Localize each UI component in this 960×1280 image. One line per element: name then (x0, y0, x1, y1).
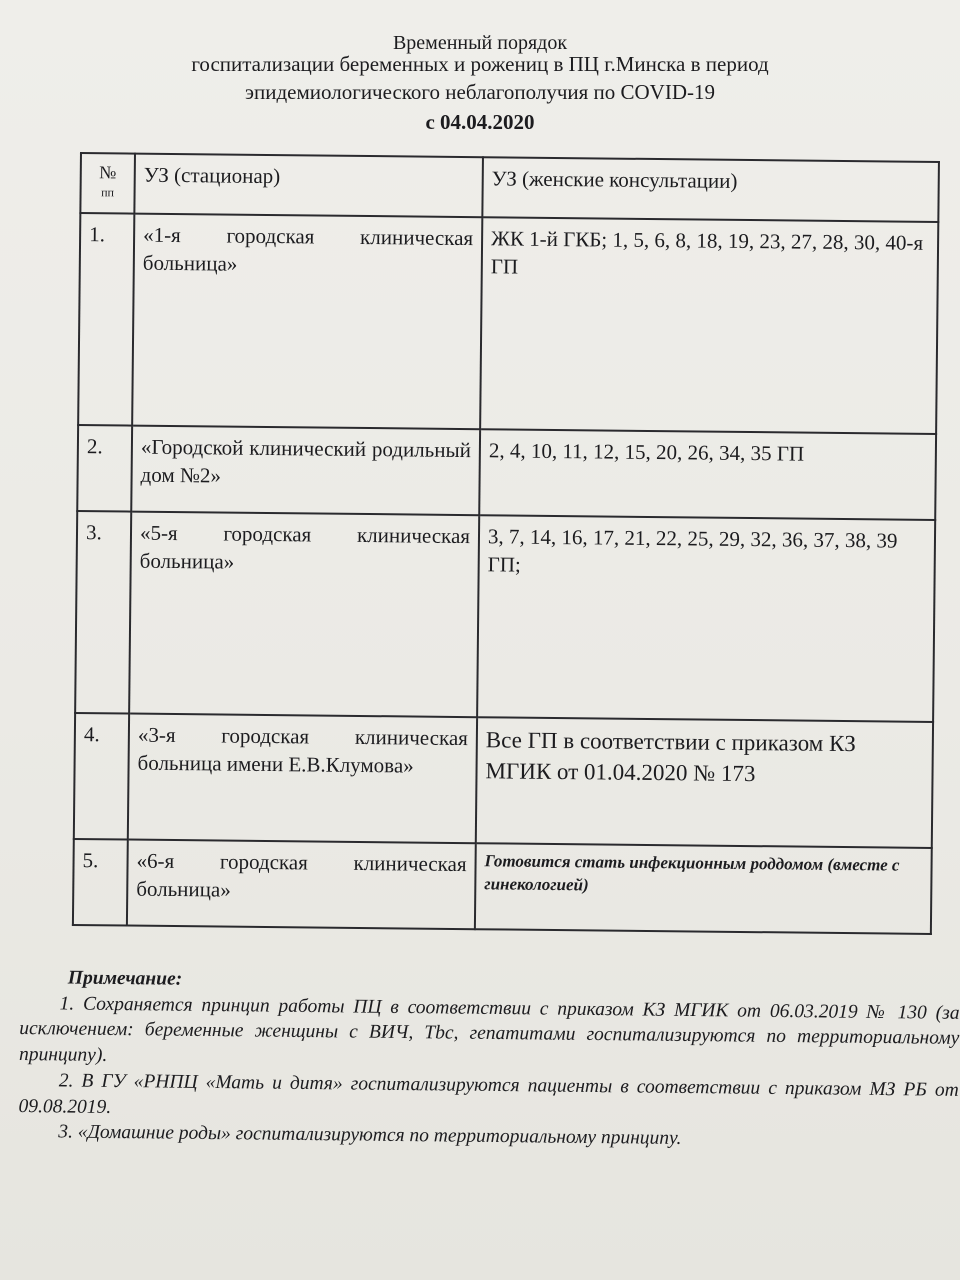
row-number: 2. (77, 425, 132, 512)
notes-heading: Примечание: (67, 967, 183, 990)
row-number: 4. (74, 713, 129, 840)
row-hospital: «Городской клинический родильный дом №2» (131, 426, 480, 516)
row-number: 3. (75, 511, 131, 714)
row-hospital: «3-я городская клиническая больница имени Е.В.Клумова» (128, 714, 477, 844)
header-number-sign: № (99, 162, 117, 183)
title-date: с 04.04.2020 (425, 110, 535, 134)
note-item: 1. Сохраняется принцип работы ПЦ в соответствии с приказом КЗ МГИК от 06.03.2019 № 130 (за исключением: беременные женщины с ВИЧ, Tbc, гепатитами госпитализируются по территориальному принципу). (18, 993, 960, 1067)
note-item: 2. В ГУ «РНПЦ «Мать и дитя» госпитализируются пациенты в соответствии с приказом МЗ РБ от 09.08.2019. (18, 1070, 959, 1118)
table-row (77, 425, 936, 520)
row-hospital: «1-я городская клиническая больница» (132, 214, 482, 430)
header-number-pp: пп (101, 185, 115, 200)
header-clinics: УЗ (женские консультации) (482, 157, 939, 222)
table-header-row (80, 153, 939, 222)
note-item: 3. «Домашние роды» госпитализируются по территориальному принципу. (58, 1121, 682, 1150)
hospitalization-table (72, 152, 940, 935)
row-clinics: ЖК 1-й ГКБ; 1, 5, 6, 8, 18, 19, 23, 27, 28, 30, 40-я ГП (480, 217, 938, 434)
row-clinics: 3, 7, 14, 16, 17, 21, 22, 25, 29, 32, 36, 37, 38, 39 ГП; (477, 515, 935, 722)
title-line-1: Временный порядок (392, 32, 568, 54)
header-number (80, 153, 135, 214)
row-clinics: Готовится стать инфекционным роддомом (вместе с гинекологией) (475, 843, 932, 934)
table-row (75, 511, 935, 722)
row-clinics: Все ГП в соответствии с приказом КЗ МГИК от 01.04.2020 № 173 (476, 717, 933, 848)
row-clinics: 2, 4, 10, 11, 12, 15, 20, 26, 34, 35 ГП (479, 429, 936, 520)
title-line-3: эпидемиологического неблагополучия по COVID-19 (244, 80, 716, 104)
table-row (78, 213, 938, 434)
row-hospital: «6-я городская клиническая больница» (127, 840, 476, 930)
title-line-2: госпитализации беременных и рожениц в ПЦ г.Минска в период (191, 52, 769, 76)
header-hospital: УЗ (стационар) (134, 154, 483, 218)
row-number: 1. (78, 213, 134, 426)
row-hospital: «5-я городская клиническая больница» (129, 512, 479, 718)
notes-section (18, 965, 960, 1155)
table-row (74, 713, 933, 848)
table-row (73, 839, 932, 934)
row-number: 5. (73, 839, 128, 926)
